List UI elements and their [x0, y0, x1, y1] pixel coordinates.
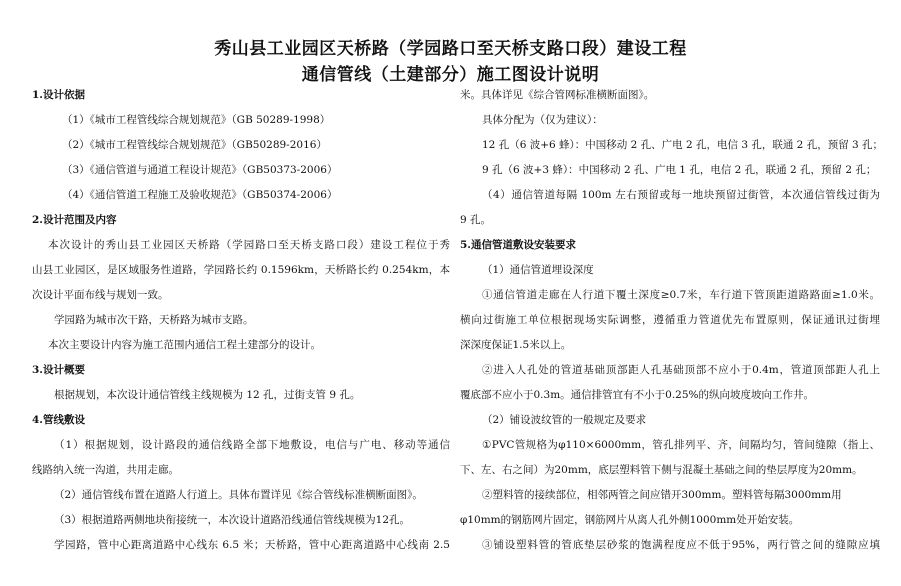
paragraph-line: 学园路为城市次干路，天桥路为城市支路。 [54, 314, 254, 326]
paragraph-line: 12 孔（6 波+6 蜂）：中国移动 2 孔、广电 2 孔，电信 3 孔，联通 2 孔，预留 3 孔； [482, 139, 884, 151]
paragraph-line: φ10mm的钢筋网片固定，钢筋网片从离人孔外侧1000mm处开始安装。 [460, 514, 800, 526]
paragraph-line: （1）通信管道埋设深度 [482, 264, 594, 276]
paragraph-line: 米。具体详见《综合管网标准横断面图》。 [460, 89, 655, 101]
paragraph-line: （4）通信管道每隔 100m 左右预留或每一地块预留过街管，本次通信管线过街为 [482, 189, 880, 201]
paragraph-line: （4）《通信管道工程施工及验收规范》（GB50374-2006） [62, 189, 338, 201]
paragraph-line: ③铺设塑料管的管底垫层砂浆的饱满程度应不低于95%，两行管之间的缝隙应填 [482, 539, 880, 551]
paragraph-line: 线路纳入统一沟道，共用走廊。 [32, 464, 179, 476]
section-heading: 2.设计范围及内容 [32, 214, 117, 226]
paragraph-line: （1）《城市工程管线综合规划规范》（GB 50289-1998） [62, 114, 331, 126]
paragraph-line: （2）通信管线布置在道路人行道上。具体布置详见《综合管线标准横断面图》。 [54, 489, 423, 501]
paragraph-line: 具体分配为（仅为建议）： [482, 114, 603, 126]
paragraph-line: 9 孔。 [460, 214, 492, 226]
document-subtitle: 通信管线（土建部分）施工图设计说明 [301, 65, 600, 85]
paragraph-line: 次设计平面布线与规划一致。 [32, 289, 169, 301]
paragraph-line: 本次设计的秀山县工业园区天桥路（学园路口至天桥支路口段）建设工程位于秀 [48, 239, 450, 251]
paragraph-line: 学园路，管中心距离道路中心线东 6.5 米；天桥路，管中心距离道路中心线南 2.5 [54, 539, 450, 551]
section-heading: 1.设计依据 [32, 89, 85, 101]
section-heading: 4.管线敷设 [32, 414, 85, 426]
paragraph-line: 下、左、右之间）为20mm，底层塑料管下侧与混凝土基础之间的垫层厚度为20mm。 [460, 464, 863, 476]
paragraph-line: ②进入人孔处的管道基础顶部距人孔基础顶部不应小于0.4m，管道顶部距人孔上 [482, 364, 880, 376]
paragraph-line: （2）《城市工程管线综合规划规范》（GB50289-2016） [62, 139, 327, 151]
paragraph-line: （1）根据规划，设计路段的通信线路全部下地敷设，电信与广电、移动等通信 [54, 439, 450, 451]
paragraph-line: 山县工业园区，是区域服务性道路，学园路长约 0.1596km，天桥路长约 0.254km，本 [32, 264, 450, 276]
paragraph-line: 根据规划，本次设计通信管线主线规模为 12 孔，过街支管 9 孔。 [54, 389, 361, 401]
document-title: 秀山县工业园区天桥路（学园路口至天桥支路口段）建设工程 [214, 39, 687, 59]
section-heading: 3.设计概要 [32, 364, 85, 376]
paragraph-line: ②塑料管的接续部位，相邻两管之间应错开300mm。塑料管每隔3000mm用 [482, 489, 842, 501]
paragraph-line: 覆底部不应小于0.3m。通信排管宜有不小于0.25%的纵向坡度坡向工作井。 [460, 389, 815, 401]
paragraph-line: 本次主要设计内容为施工范围内通信工程土建部分的设计。 [48, 339, 321, 351]
paragraph-line: ①PVC管规格为φ110×6000mm，管孔排列平、齐，间隔均匀，管间缝隙（指上、 [482, 439, 880, 451]
paragraph-line: （3）根据道路两侧地块衔接统一，本次设计道路沿线通信管线规模为12孔。 [54, 514, 411, 526]
paragraph-line: ①通信管道走廊在人行道下覆土深度≥0.7米，车行道下管顶距道路路面≥1.0米。 [482, 289, 880, 301]
paragraph-line: 深深度保证1.5米以上。 [460, 339, 572, 351]
paragraph-line: （3）《通信管道与通道工程设计规范》（GB50373-2006） [62, 164, 338, 176]
paragraph-line: 9 孔（6 波+3 蜂）：中国移动 2 孔、广电 1 孔，电信 2 孔，联通 2 孔，预留 2 孔； [482, 164, 877, 176]
section-heading: 5.通信管道敷设安装要求 [460, 239, 576, 251]
paragraph-line: 横向过街施工单位根据现场实际调整，遵循重力管道优先布置原则，保证通讯过街埋 [460, 314, 880, 326]
paragraph-line: （2）铺设波纹管的一般规定及要求 [482, 414, 647, 426]
